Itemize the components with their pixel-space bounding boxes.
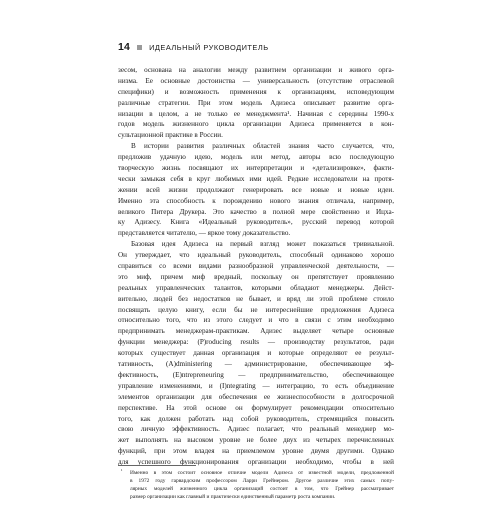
body-line: представляется читателю, — яркое тому доказательство. xyxy=(118,229,291,238)
body-line: предпринимать менеджерам-практикам. Адизес выделяет четыре основные xyxy=(118,327,394,336)
body-line: творческую жизнь посвящают их интерпретации и «детализировке», факти- xyxy=(118,164,394,173)
body-line: Именно эта способность к порождению нового знания отличала, например, xyxy=(118,196,394,205)
body-line: которых существует данная организация и которые определяют ее результ- xyxy=(118,349,394,358)
body-line: реальных управленческих талантов, которыми обладают менеджеры. Дейст- xyxy=(118,283,394,292)
body-line: функции менеджера: (P)roducing results — производству результатов, ради xyxy=(118,338,394,347)
footnote-line: в 1972 году гарвардским профессором Ларри Грейнером. Другое различие этих самых попу- xyxy=(130,478,394,485)
body-line: сультационной практике в России. xyxy=(118,131,223,140)
body-line: В истории развития различных областей знания часто случается, что, xyxy=(131,142,394,151)
body-line: великого Питера Друкера. Это качество в полной мере свойственно и Ицха- xyxy=(118,207,394,216)
body-line: элементов организации для обеспечения ее жизнеспособности в долгосрочной xyxy=(118,392,394,401)
body-line: управление изменениями, и (I)ntegrating — интеграцию, то есть объединение xyxy=(118,381,394,390)
footnote-line: лярных моделей жизненного цикла организаций состоит в том, что Грейнер рассматривает xyxy=(130,486,394,493)
body-line: вительно, людей без недостатков не бывает, и вряд ли этой проблеме стоило xyxy=(118,294,394,303)
body-line: посвящать целую книгу, если бы не интереснейшие предложения Адизеса xyxy=(118,305,394,314)
body-line: для успешного функционирования организации необходимо, чтобы в ней xyxy=(118,458,394,467)
body-line: перспективе. На этой основе он формулирует рекомендации относительно xyxy=(118,403,394,412)
square-icon xyxy=(137,45,142,50)
footnote-line: Именно в этом состоит основное отличие модели Адизеса от известной модели, предложенной xyxy=(130,470,394,476)
body-line: предложив удачную идею, модель или метод, авторы всю последующую xyxy=(118,153,394,162)
footnote-divider xyxy=(118,465,196,466)
body-line: жет выполнять на высоком уровне не более двух из четырех перечисленных xyxy=(118,436,394,445)
body-line: относительно того, что из этого следует и что в связи с этим необходимо xyxy=(118,316,394,325)
body-line: различные стратегии. При этом модель Адизеса описывает развитие орга- xyxy=(118,98,394,107)
page-number: 14 xyxy=(118,41,131,53)
body-line: свою личную эффективность. Адизес полагает, что реальный менеджер мо- xyxy=(118,425,394,434)
body-line: низма. Ее основные достоинства — универсальность (отсутствие отраслевой xyxy=(118,76,394,85)
body-line: жении всей жизни продолжают генерировать все новые и новые идеи. xyxy=(118,185,394,194)
running-title: ИДЕАЛЬНЫЙ РУКОВОДИТЕЛЬ xyxy=(149,42,269,52)
body-line: это миф, причем миф вредный, поскольку он препятствует проявлению xyxy=(118,272,394,281)
body-text xyxy=(118,65,394,468)
body-line: чески замыкая себя в круг любимых ими идей. Редкие исследователи на протя- xyxy=(118,174,394,183)
body-line: справиться со всеми видами разнообразной управленческой деятельности, — xyxy=(118,262,394,271)
body-line: функций, при этом владея на приемлемом уровне двумя другими. Однако xyxy=(118,447,394,456)
body-line: ку Адизесу. Книга «Идеальный руководитель», русский перевод которой xyxy=(118,218,394,227)
footnote-line: размер организации как главный и практически единственный параметр роста компании. xyxy=(130,494,336,501)
body-line: специфики) и возможность применения к организациям, исповедующим xyxy=(118,87,394,96)
body-line: тативность, (A)dministering — администрирование, обеспечивающее эф- xyxy=(118,360,394,369)
body-line: Базовая идея Адизеса на первый взгляд может показаться тривиальной. xyxy=(131,240,394,249)
body-line: годов модель жизненного цикла организации Адизеса применяется в кон- xyxy=(118,120,394,129)
footnote xyxy=(118,469,394,501)
body-line: фективность, (E)ntrepreneuring — предпринимательство, обеспечивающее xyxy=(118,370,394,379)
body-line: того, как должен работать над собой руководитель, стремящийся повысить xyxy=(118,414,394,423)
body-line: зесом, основана на аналогии между развитием организации и живого орга- xyxy=(118,66,394,74)
body-line: Он утверждает, что идеальный руководитель, способный одинаково хорошо xyxy=(118,251,394,260)
body-line: низации в целом, а не только ее менеджмента¹. Начиная с середины 1990-х xyxy=(118,109,394,118)
page-header xyxy=(118,40,269,54)
footnote-marker: ¹ xyxy=(121,468,123,473)
